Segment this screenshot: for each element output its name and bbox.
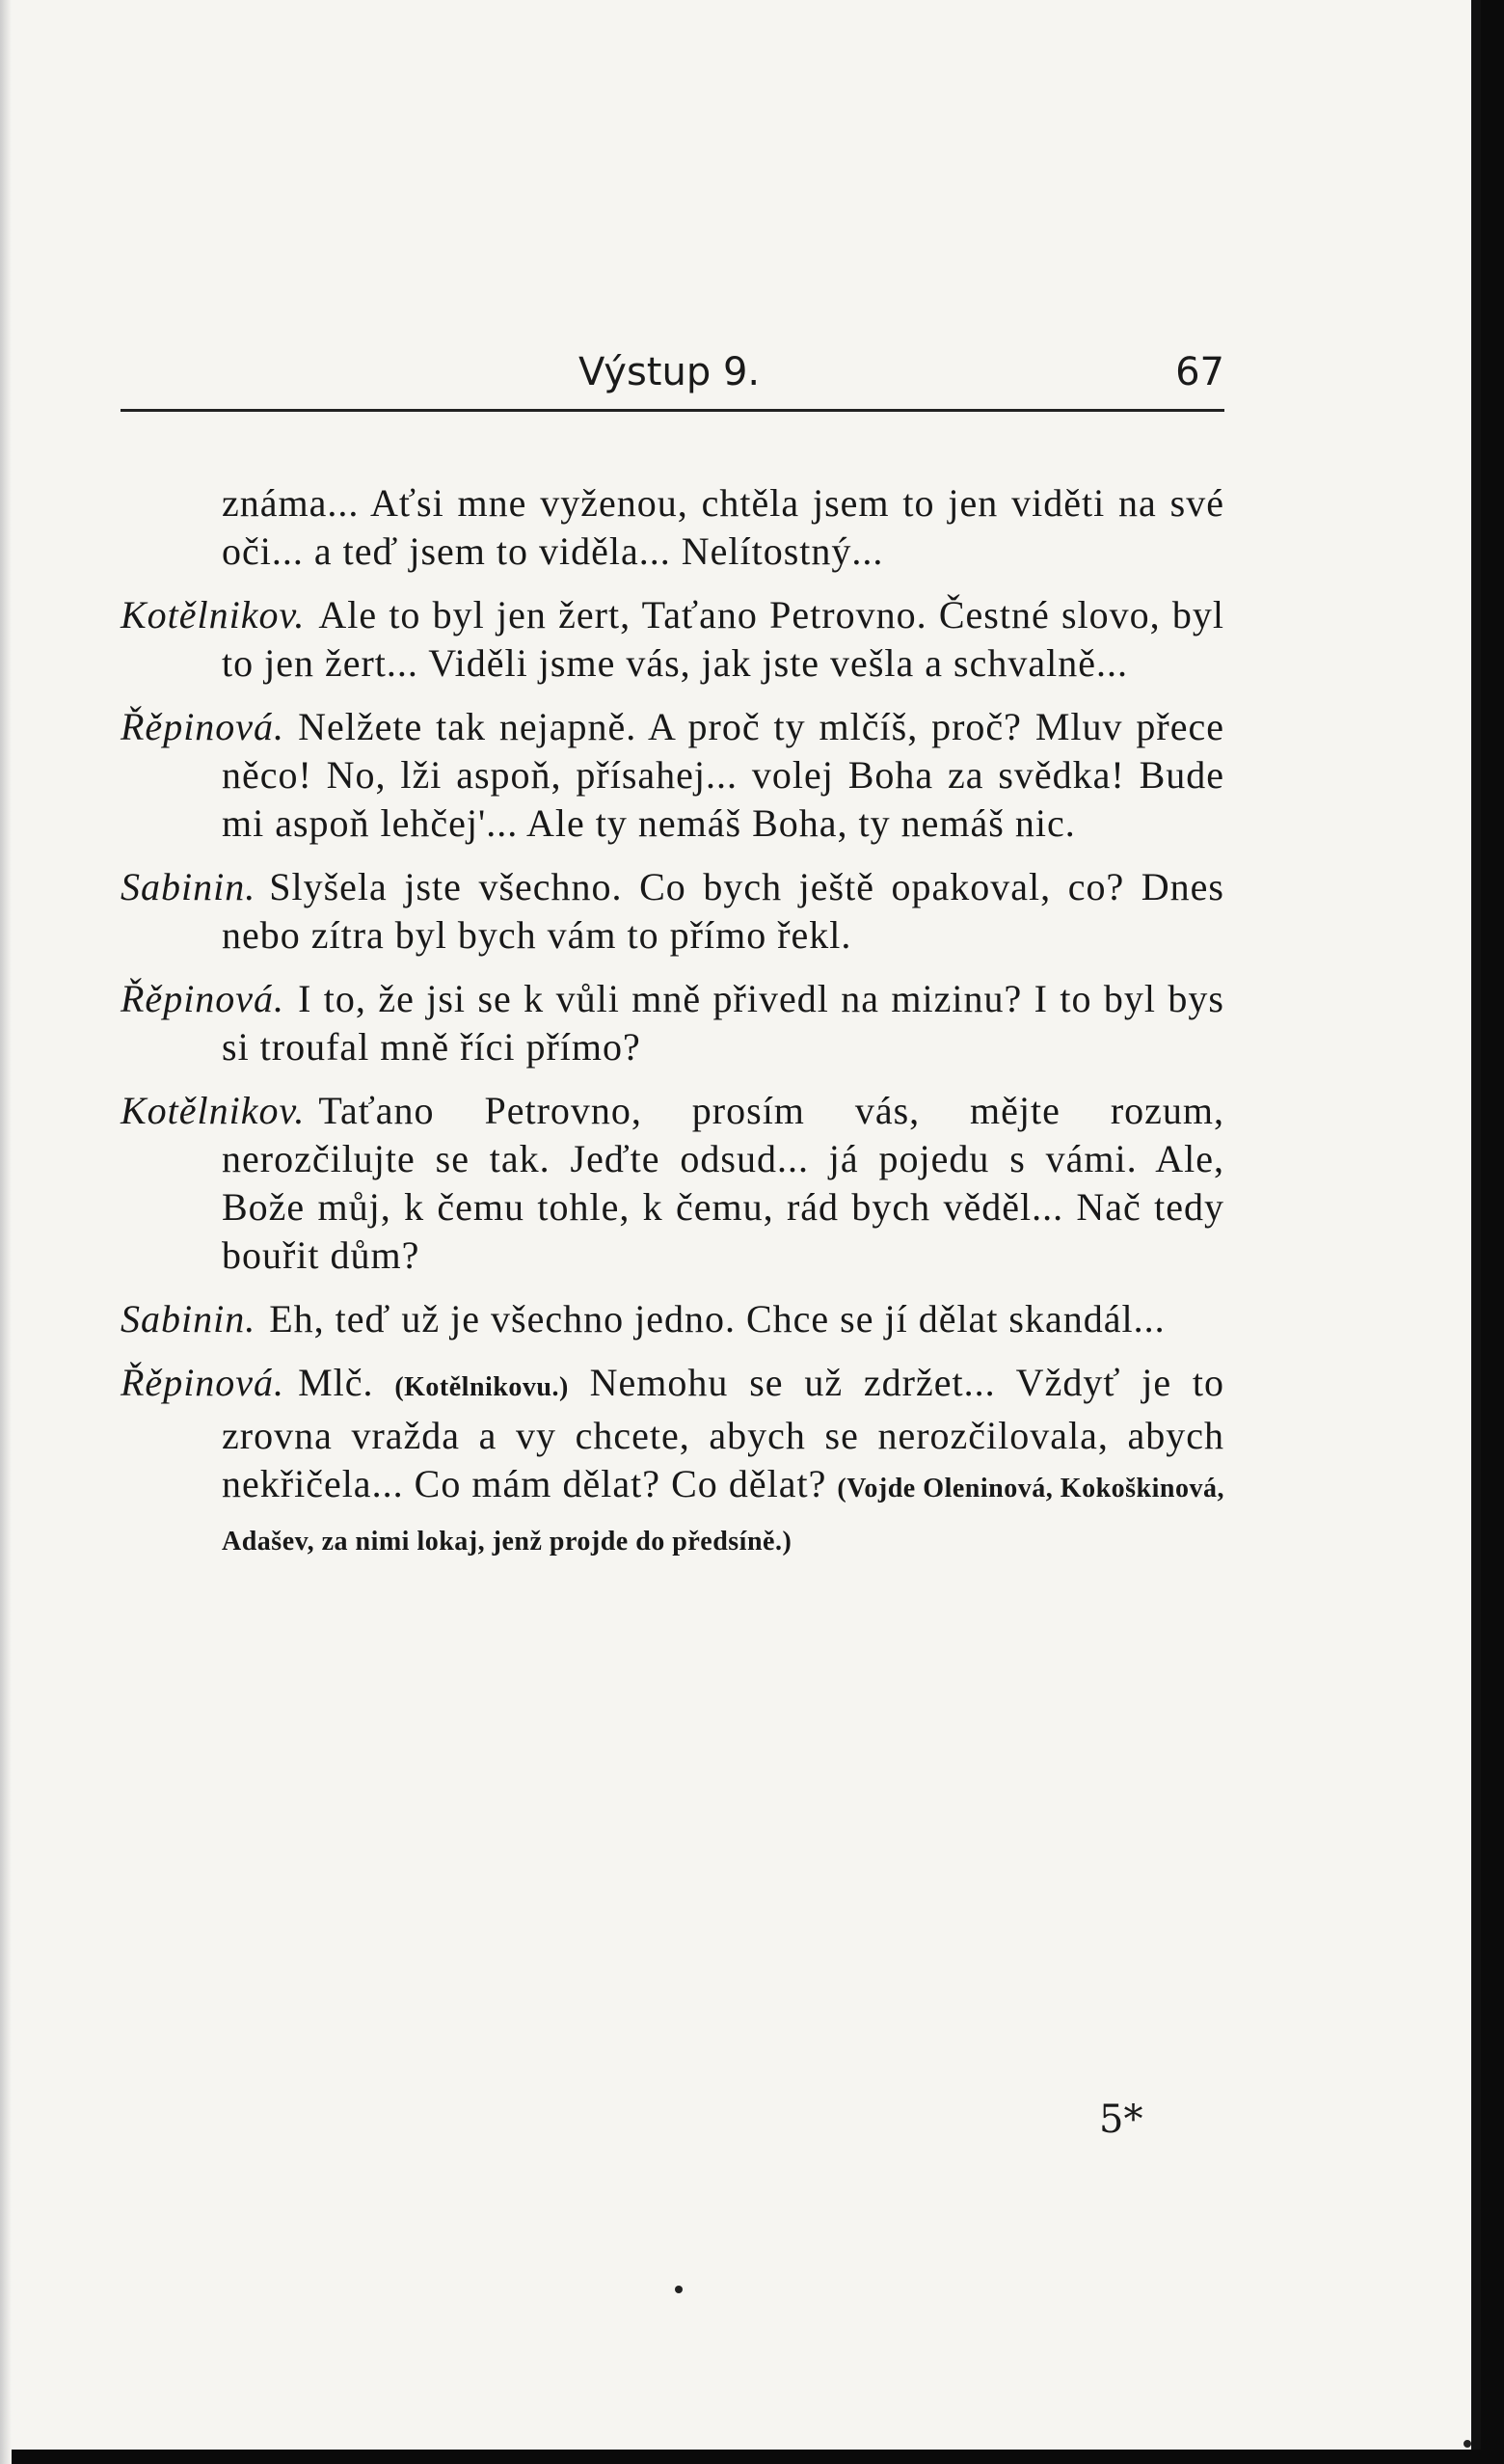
speaker-name: Sabinin. <box>121 1297 256 1340</box>
paragraph-text: Taťano Petrovno, prosím vás, mějte rozum, nerozčilujte se tak. Jeďte odsud... já pojedu s vámi. Ale, Bože můj, k čemu tohle, k čemu, rád bych věděl... Nač tedy bouřit dům? <box>222 1089 1224 1277</box>
paragraph-text: Ale to byl jen žert, Taťano Petrovno. Čestné slovo, byl to jen žert... Viděli jsme vás, jak jste vešla a schvalně... <box>222 593 1224 685</box>
paragraph <box>121 1359 1224 1566</box>
header-rule <box>121 409 1224 412</box>
stage-direction: (Vojde Oleninová, Kokoškinová, Adašev, za nimi lokaj, jenž projde do předsíně.) <box>222 1474 1224 1557</box>
speck <box>1464 2440 1471 2448</box>
speck <box>675 2286 683 2293</box>
paragraph-text: Mlč. <box>298 1361 374 1404</box>
page-number: 67 <box>1175 350 1224 394</box>
paragraph-text: Slyšela jste všechno. Co bych ještě opakoval, co? Dnes nebo zítra byl bych vám to přímo řekl. <box>222 865 1224 957</box>
speaker-name: Řěpinová. <box>121 1361 285 1404</box>
paragraph <box>121 703 1224 848</box>
speaker-name: Řěpinová. <box>121 705 285 748</box>
speaker-name: Řěpinová. <box>121 977 285 1020</box>
paragraph-text: Nelžete tak nejapně. A proč ty mlčíš, proč? Mluv přece něco! No, lži aspoň, přísahej... volej Boha za svědka! Bude mi aspoň lehčej'... Ale ty nemáš Boha, ty nemáš nic. <box>222 705 1224 845</box>
stage-direction: (Kotělnikovu.) <box>394 1372 569 1402</box>
paragraph <box>121 591 1224 688</box>
speaker-name: Kotělnikov. <box>121 593 306 636</box>
paragraph <box>121 975 1224 1071</box>
signature-mark: 5* <box>1099 2098 1143 2142</box>
paragraph <box>121 1295 1224 1343</box>
page-edge <box>0 0 12 2464</box>
paragraph-text: Nemohu se už zdržet... Vždyť je to zrovna vražda a vy chcete, abych se nerozčilovala, abych nekřičela... Co mám dělat? Co dělat? <box>222 1361 1225 1505</box>
paragraph <box>121 479 1224 576</box>
speaker-name: Kotělnikov. <box>121 1089 306 1132</box>
paragraph-text: Eh, teď už je všechno jedno. Chce se jí dělat skandál... <box>269 1297 1166 1340</box>
paragraph-text: známa... Aťsi mne vyženou, chtěla jsem to jen viděti na své oči... a teď jsem to viděla... Nelítostný... <box>222 481 1224 573</box>
speaker-name: Sabinin. <box>121 865 256 908</box>
paragraph-text: I to, že jsi se k vůli mně přivedl na mizinu? I to byl bys si troufal mně říci přímo? <box>222 977 1224 1069</box>
paragraph <box>121 863 1224 960</box>
paragraph <box>121 1087 1224 1280</box>
dialogue-text <box>121 479 1224 1582</box>
running-title: Výstup 9. <box>578 350 761 394</box>
page-header <box>125 342 1224 410</box>
